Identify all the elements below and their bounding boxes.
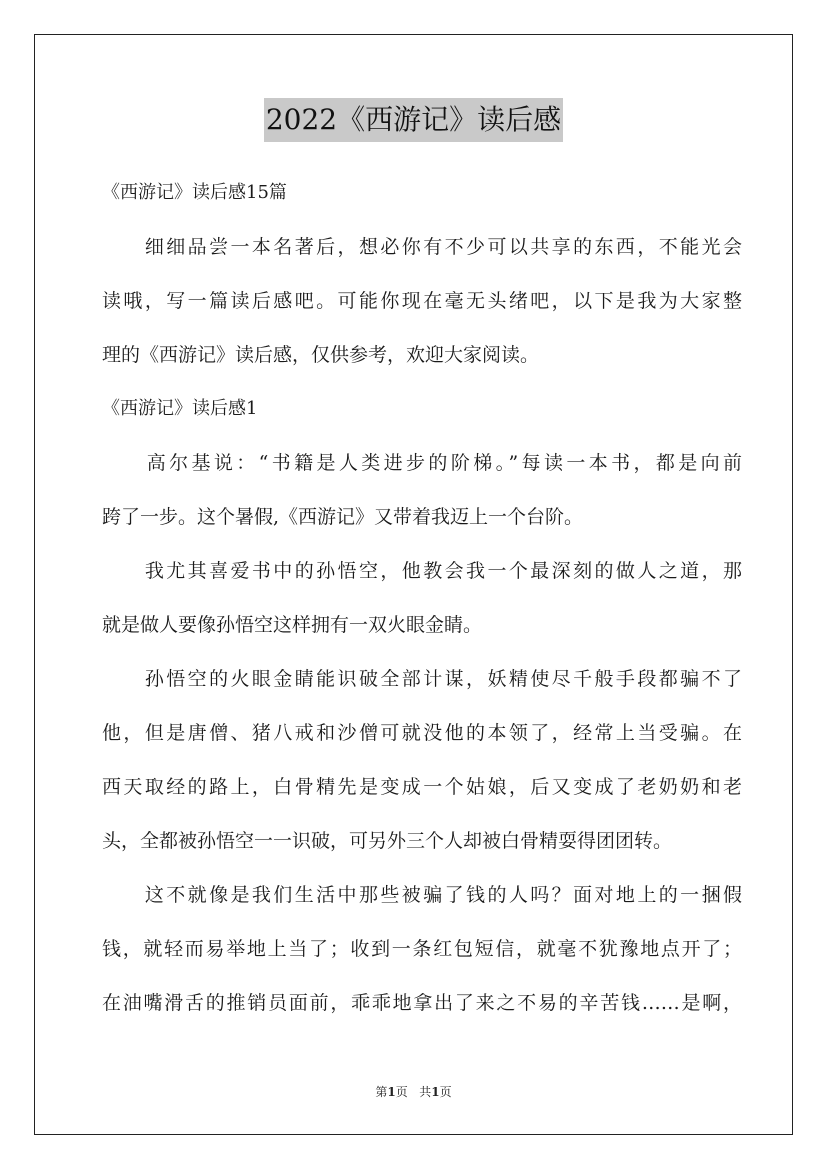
- page-number: [375, 1085, 407, 1099]
- para2-line-2: 就是做人要像孙悟空这样拥有一双火眼金睛。: [102, 614, 483, 636]
- intro-line-1: 细细品尝一本名著后，想必你有不少可以共享的东西，不能光会: [102, 236, 742, 258]
- para4-line-3: 在油嘴滑舌的推销员面前，乖乖地拿出了来之不易的辛苦钱……是啊，: [102, 992, 742, 1014]
- intro-line-2: 读哦，写一篇读后感吧。可能你现在毫无头绪吧，以下是我为大家整: [102, 290, 742, 312]
- total-label-suffix: 页: [439, 1085, 452, 1099]
- section-heading: 《西游记》读后感1: [102, 398, 258, 419]
- para2-line-1: 我尤其喜爱书中的孙悟空，他教会我一个最深刻的做人之道，那: [102, 560, 742, 582]
- intro-line-3: 理的《西游记》读后感，仅供参考，欢迎大家阅读。: [102, 344, 540, 366]
- page-label-prefix: 第: [375, 1085, 388, 1099]
- page-footer: [0, 1084, 827, 1100]
- page-total-count: 1: [431, 1085, 440, 1099]
- page-label-suffix: 页: [395, 1085, 408, 1099]
- page-total: [419, 1085, 451, 1099]
- para4-line-2: 钱，就轻而易举地上当了；收到一条红包短信，就毫不犹豫地点开了；: [102, 938, 742, 960]
- para3-line-2: 他，但是唐僧、猪八戒和沙僧可就没他的本领了，经常上当受骗。在: [102, 722, 742, 744]
- para3-line-1: 孙悟空的火眼金睛能识破全部计谋，妖精使尽千般手段都骗不了: [102, 668, 742, 690]
- para1-line-2: 跨了一步。这个暑假,《西游记》又带着我迈上一个台阶。: [102, 506, 584, 528]
- para4-line-1: 这不就像是我们生活中那些被骗了钱的人吗？面对地上的一捆假: [102, 884, 742, 906]
- document-title: 2022《西游记》读后感: [264, 98, 563, 142]
- page-current: 1: [387, 1085, 396, 1099]
- total-label-prefix: 共: [419, 1085, 432, 1099]
- document-subtitle: 《西游记》读后感15篇: [102, 182, 287, 203]
- para3-line-4: 头，全都被孙悟空一一识破，可另外三个人却被白骨精耍得团团转。: [102, 830, 673, 852]
- para1-line-1: 高尔基说：“书籍是人类进步的阶梯。”每读一本书，都是向前: [102, 452, 742, 474]
- para3-line-3: 西天取经的路上，白骨精先是变成一个姑娘，后又变成了老奶奶和老: [102, 776, 742, 798]
- title-container: [0, 98, 827, 142]
